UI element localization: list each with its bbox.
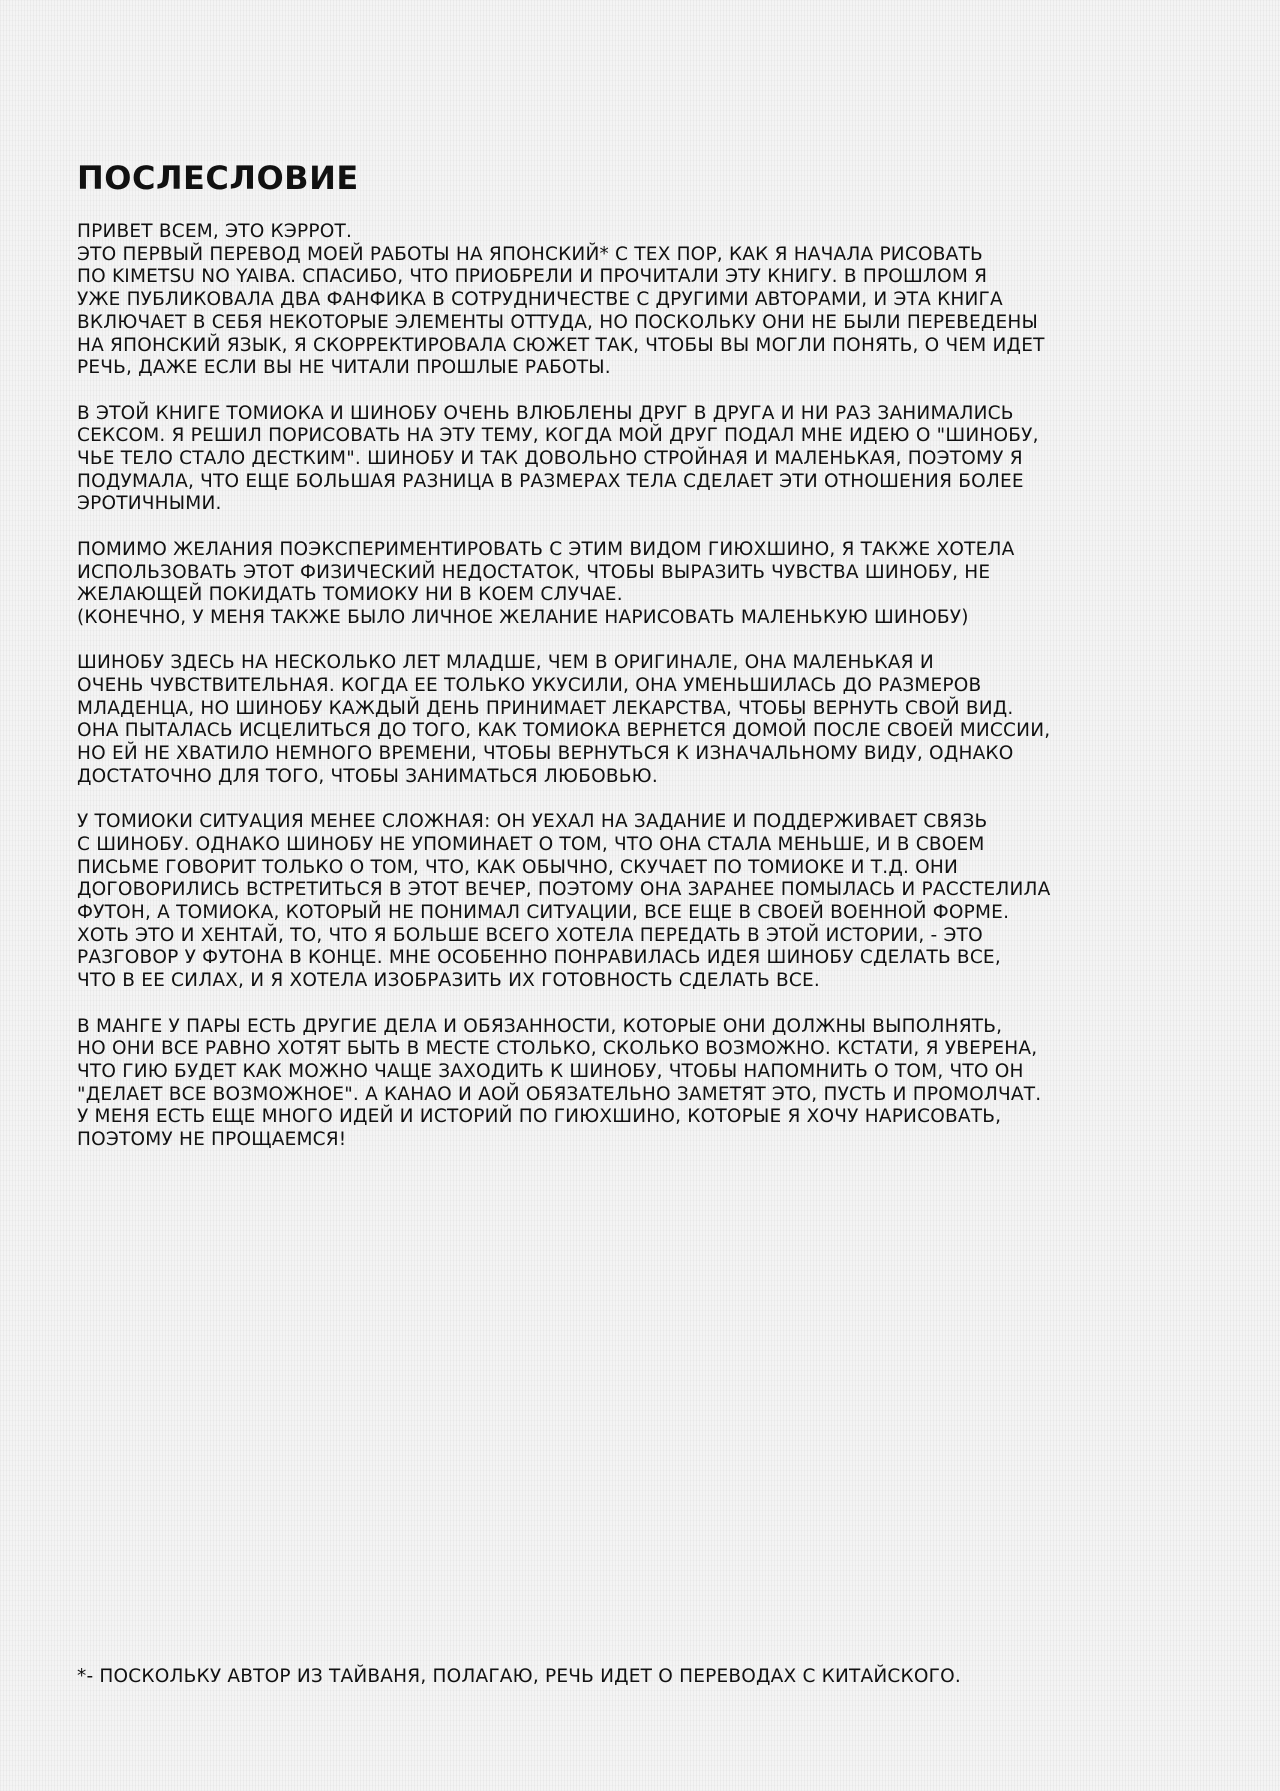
text-line: НА ЯПОНСКИЙ ЯЗЫК, Я СКОРРЕКТИРОВАЛА СЮЖЕТ ТАК, ЧТОБЫ ВЫ МОГЛИ ПОНЯТЬ, О ЧЕМ ИДЕТ [77, 334, 1045, 356]
paragraph [77, 652, 1222, 788]
afterword-body [77, 221, 1222, 1174]
text-line: У ТОМИОКИ СИТУАЦИЯ МЕНЕЕ СЛОЖНАЯ: ОН УЕХАЛ НА ЗАДАНИЕ И ПОДДЕРЖИВАЕТ СВЯЗЬ [77, 811, 988, 833]
text-line: РАЗГОВОР У ФУТОНА В КОНЦЕ. МНЕ ОСОБЕННО ПОНРАВИЛАСЬ ИДЕЯ ШИНОБУ СДЕЛАТЬ ВСЕ, [77, 947, 1001, 969]
text-line: ПО KIMETSU NO YAIBA. СПАСИБО, ЧТО ПРИОБРЕЛИ И ПРОЧИТАЛИ ЭТУ КНИГУ. В ПРОШЛОМ Я [77, 266, 988, 288]
text-line: УЖЕ ПУБЛИКОВАЛА ДВА ФАНФИКА В СОТРУДНИЧЕСТВЕ С ДРУГИМИ АВТОРАМИ, И ЭТА КНИГА [77, 289, 1003, 311]
text-line: ДОГОВОРИЛИСЬ ВСТРЕТИТЬСЯ В ЭТОТ ВЕЧЕР, ПОЭТОМУ ОНА ЗАРАНЕЕ ПОМЫЛАСЬ И РАССТЕЛИЛА [77, 879, 1051, 901]
text-line: У МЕНЯ ЕСТЬ ЕЩЕ МНОГО ИДЕЙ И ИСТОРИЙ ПО ГИЮXШИНО, КОТОРЫЕ Я ХОЧУ НАРИСОВАТЬ, [77, 1106, 1002, 1128]
text-line: ПОЭТОМУ НЕ ПРОЩАЕМСЯ! [77, 1129, 347, 1151]
text-line: "ДЕЛАЕТ ВСЕ ВОЗМОЖНОЕ". А КАНАО И АОЙ ОБЯЗАТЕЛЬНО ЗАМЕТЯТ ЭТО, ПУСТЬ И ПРОМОЛЧАТ. [77, 1083, 1042, 1105]
text-line: НО ОНИ ВСЕ РАВНО ХОТЯТ БЫТЬ В МЕСТЕ СТОЛЬКО, СКОЛЬКО ВОЗМОЖНО. КСТАТИ, Я УВЕРЕНА, [77, 1038, 1038, 1060]
paragraph [77, 403, 1222, 517]
text-line: ОЧЕНЬ ЧУВСТВИТЕЛЬНАЯ. КОГДА ЕЕ ТОЛЬКО УКУСИЛИ, ОНА УМЕНЬШИЛАСЬ ДО РАЗМЕРОВ [77, 675, 982, 697]
text-line: ХОТЬ ЭТО И ХЕНТАЙ, ТО, ЧТО Я БОЛЬШЕ ВСЕГО ХОТЕЛА ПЕРЕДАТЬ В ЭТОЙ ИСТОРИИ, - ЭТО [77, 924, 983, 946]
text-line: ИСПОЛЬЗОВАТЬ ЭТОТ ФИЗИЧЕСКИЙ НЕДОСТАТОК, ЧТОБЫ ВЫРАЗИТЬ ЧУВСТВА ШИНОБУ, НЕ [77, 561, 991, 583]
text-line: СЕКСОМ. Я РЕШИЛ ПОРИСОВАТЬ НА ЭТУ ТЕМУ, КОГДА МОЙ ДРУГ ПОДАЛ МНЕ ИДЕЮ О "ШИНОБУ, [77, 425, 1039, 447]
text-line: ЖЕЛАЮЩЕЙ ПОКИДАТЬ ТОМИОКУ НИ В КОЕМ СЛУЧАЕ. [77, 584, 623, 606]
text-line: ПОМИМО ЖЕЛАНИЯ ПОЭКСПЕРИМЕНТИРОВАТЬ С ЭТИМ ВИДОМ ГИЮXШИНО, Я ТАКЖЕ ХОТЕЛА [77, 538, 1015, 560]
paragraph [77, 539, 1222, 630]
text-line: ЭРОТИЧНЫМИ. [77, 493, 222, 515]
page-title: ПОСЛЕСЛОВИЕ [77, 159, 359, 197]
paragraph [77, 1016, 1222, 1152]
text-line: В МАНГЕ У ПАРЫ ЕСТЬ ДРУГИЕ ДЕЛА И ОБЯЗАННОСТИ, КОТОРЫЕ ОНИ ДОЛЖНЫ ВЫПОЛНЯТЬ, [77, 1015, 1003, 1037]
footnote: *- ПОСКОЛЬКУ АВТОР ИЗ ТАЙВАНЯ, ПОЛАГАЮ, РЕЧЬ ИДЕТ О ПЕРЕВОДАХ С КИТАЙСКОГО. [77, 1666, 961, 1687]
text-line: ШИНОБУ ЗДЕСЬ НА НЕСКОЛЬКО ЛЕТ МЛАДШЕ, ЧЕМ В ОРИГИНАЛЕ, ОНА МАЛЕНЬКАЯ И [77, 652, 934, 674]
text-line: ДОСТАТОЧНО ДЛЯ ТОГО, ЧТОБЫ ЗАНИМАТЬСЯ ЛЮБОВЬЮ. [77, 765, 658, 787]
text-line: ПИСЬМЕ ГОВОРИТ ТОЛЬКО О ТОМ, ЧТО, КАК ОБЫЧНО, СКУЧАЕТ ПО ТОМИОКЕ И Т.Д. ОНИ [77, 856, 959, 878]
text-line: МЛАДЕНЦА, НО ШИНОБУ КАЖДЫЙ ДЕНЬ ПРИНИМАЕТ ЛЕКАРСТВА, ЧТОБЫ ВЕРНУТЬ СВОЙ ВИД. [77, 697, 1014, 719]
text-line: ОНА ПЫТАЛАСЬ ИСЦЕЛИТЬСЯ ДО ТОГО, КАК ТОМИОКА ВЕРНЕТСЯ ДОМОЙ ПОСЛЕ СВОЕЙ МИССИИ, [77, 720, 1051, 742]
text-line: ЧТО В ЕЕ СИЛАХ, И Я ХОТЕЛА ИЗОБРАЗИТЬ ИХ ГОТОВНОСТЬ СДЕЛАТЬ ВСЕ. [77, 970, 821, 992]
text-line: ПОДУМАЛА, ЧТО ЕЩЕ БОЛЬШАЯ РАЗНИЦА В РАЗМЕРАХ ТЕЛА СДЕЛАЕТ ЭТИ ОТНОШЕНИЯ БОЛЕЕ [77, 470, 1024, 492]
text-line: ПРИВЕТ ВСЕМ, ЭТО КЭРРОТ. [77, 221, 353, 242]
text-line: ВКЛЮЧАЕТ В СЕБЯ НЕКОТОРЫЕ ЭЛЕМЕНТЫ ОТТУДА, НО ПОСКОЛЬКУ ОНИ НЕ БЫЛИ ПЕРЕВЕДЕНЫ [77, 311, 1039, 333]
paragraph [77, 221, 1222, 380]
text-line: (КОНЕЧНО, У МЕНЯ ТАКЖЕ БЫЛО ЛИЧНОЕ ЖЕЛАНИЕ НАРИСОВАТЬ МАЛЕНЬКУЮ ШИНОБУ) [77, 606, 969, 628]
text-line: ФУТОН, А ТОМИОКА, КОТОРЫЙ НЕ ПОНИМАЛ СИТУАЦИИ, ВСЕ ЕЩЕ В СВОЕЙ ВОЕННОЙ ФОРМЕ. [77, 902, 1010, 924]
text-line: НО ЕЙ НЕ ХВАТИЛО НЕМНОГО ВРЕМЕНИ, ЧТОБЫ ВЕРНУТЬСЯ К ИЗНАЧАЛЬНОМУ ВИДУ, ОДНАКО [77, 743, 1014, 765]
text-line: ЧЬЕ ТЕЛО СТАЛО ДЕСТКИМ". ШИНОБУ И ТАК ДОВОЛЬНО СТРОЙНАЯ И МАЛЕНЬКАЯ, ПОЭТОМУ Я [77, 448, 1023, 470]
paragraph [77, 811, 1222, 993]
text-line: В ЭТОЙ КНИГЕ ТОМИОКА И ШИНОБУ ОЧЕНЬ ВЛЮБЛЕНЫ ДРУГ В ДРУГА И НИ РАЗ ЗАНИМАЛИСЬ [77, 402, 1014, 424]
text-line: ЭТО ПЕРВЫЙ ПЕРЕВОД МОЕЙ РАБОТЫ НА ЯПОНСКИЙ* С ТЕХ ПОР, КАК Я НАЧАЛА РИСОВАТЬ [77, 243, 983, 265]
text-line: С ШИНОБУ. ОДНАКО ШИНОБУ НЕ УПОМИНАЕТ О ТОМ, ЧТО ОНА СТАЛА МЕНЬШЕ, И В СВОЕМ [77, 833, 985, 855]
text-line: РЕЧЬ, ДАЖЕ ЕСЛИ ВЫ НЕ ЧИТАЛИ ПРОШЛЫЕ РАБОТЫ. [77, 357, 611, 379]
text-line: ЧТО ГИЮ БУДЕТ КАК МОЖНО ЧАЩЕ ЗАХОДИТЬ К ШИНОБУ, ЧТОБЫ НАПОМНИТЬ О ТОМ, ЧТО ОН [77, 1060, 1024, 1082]
